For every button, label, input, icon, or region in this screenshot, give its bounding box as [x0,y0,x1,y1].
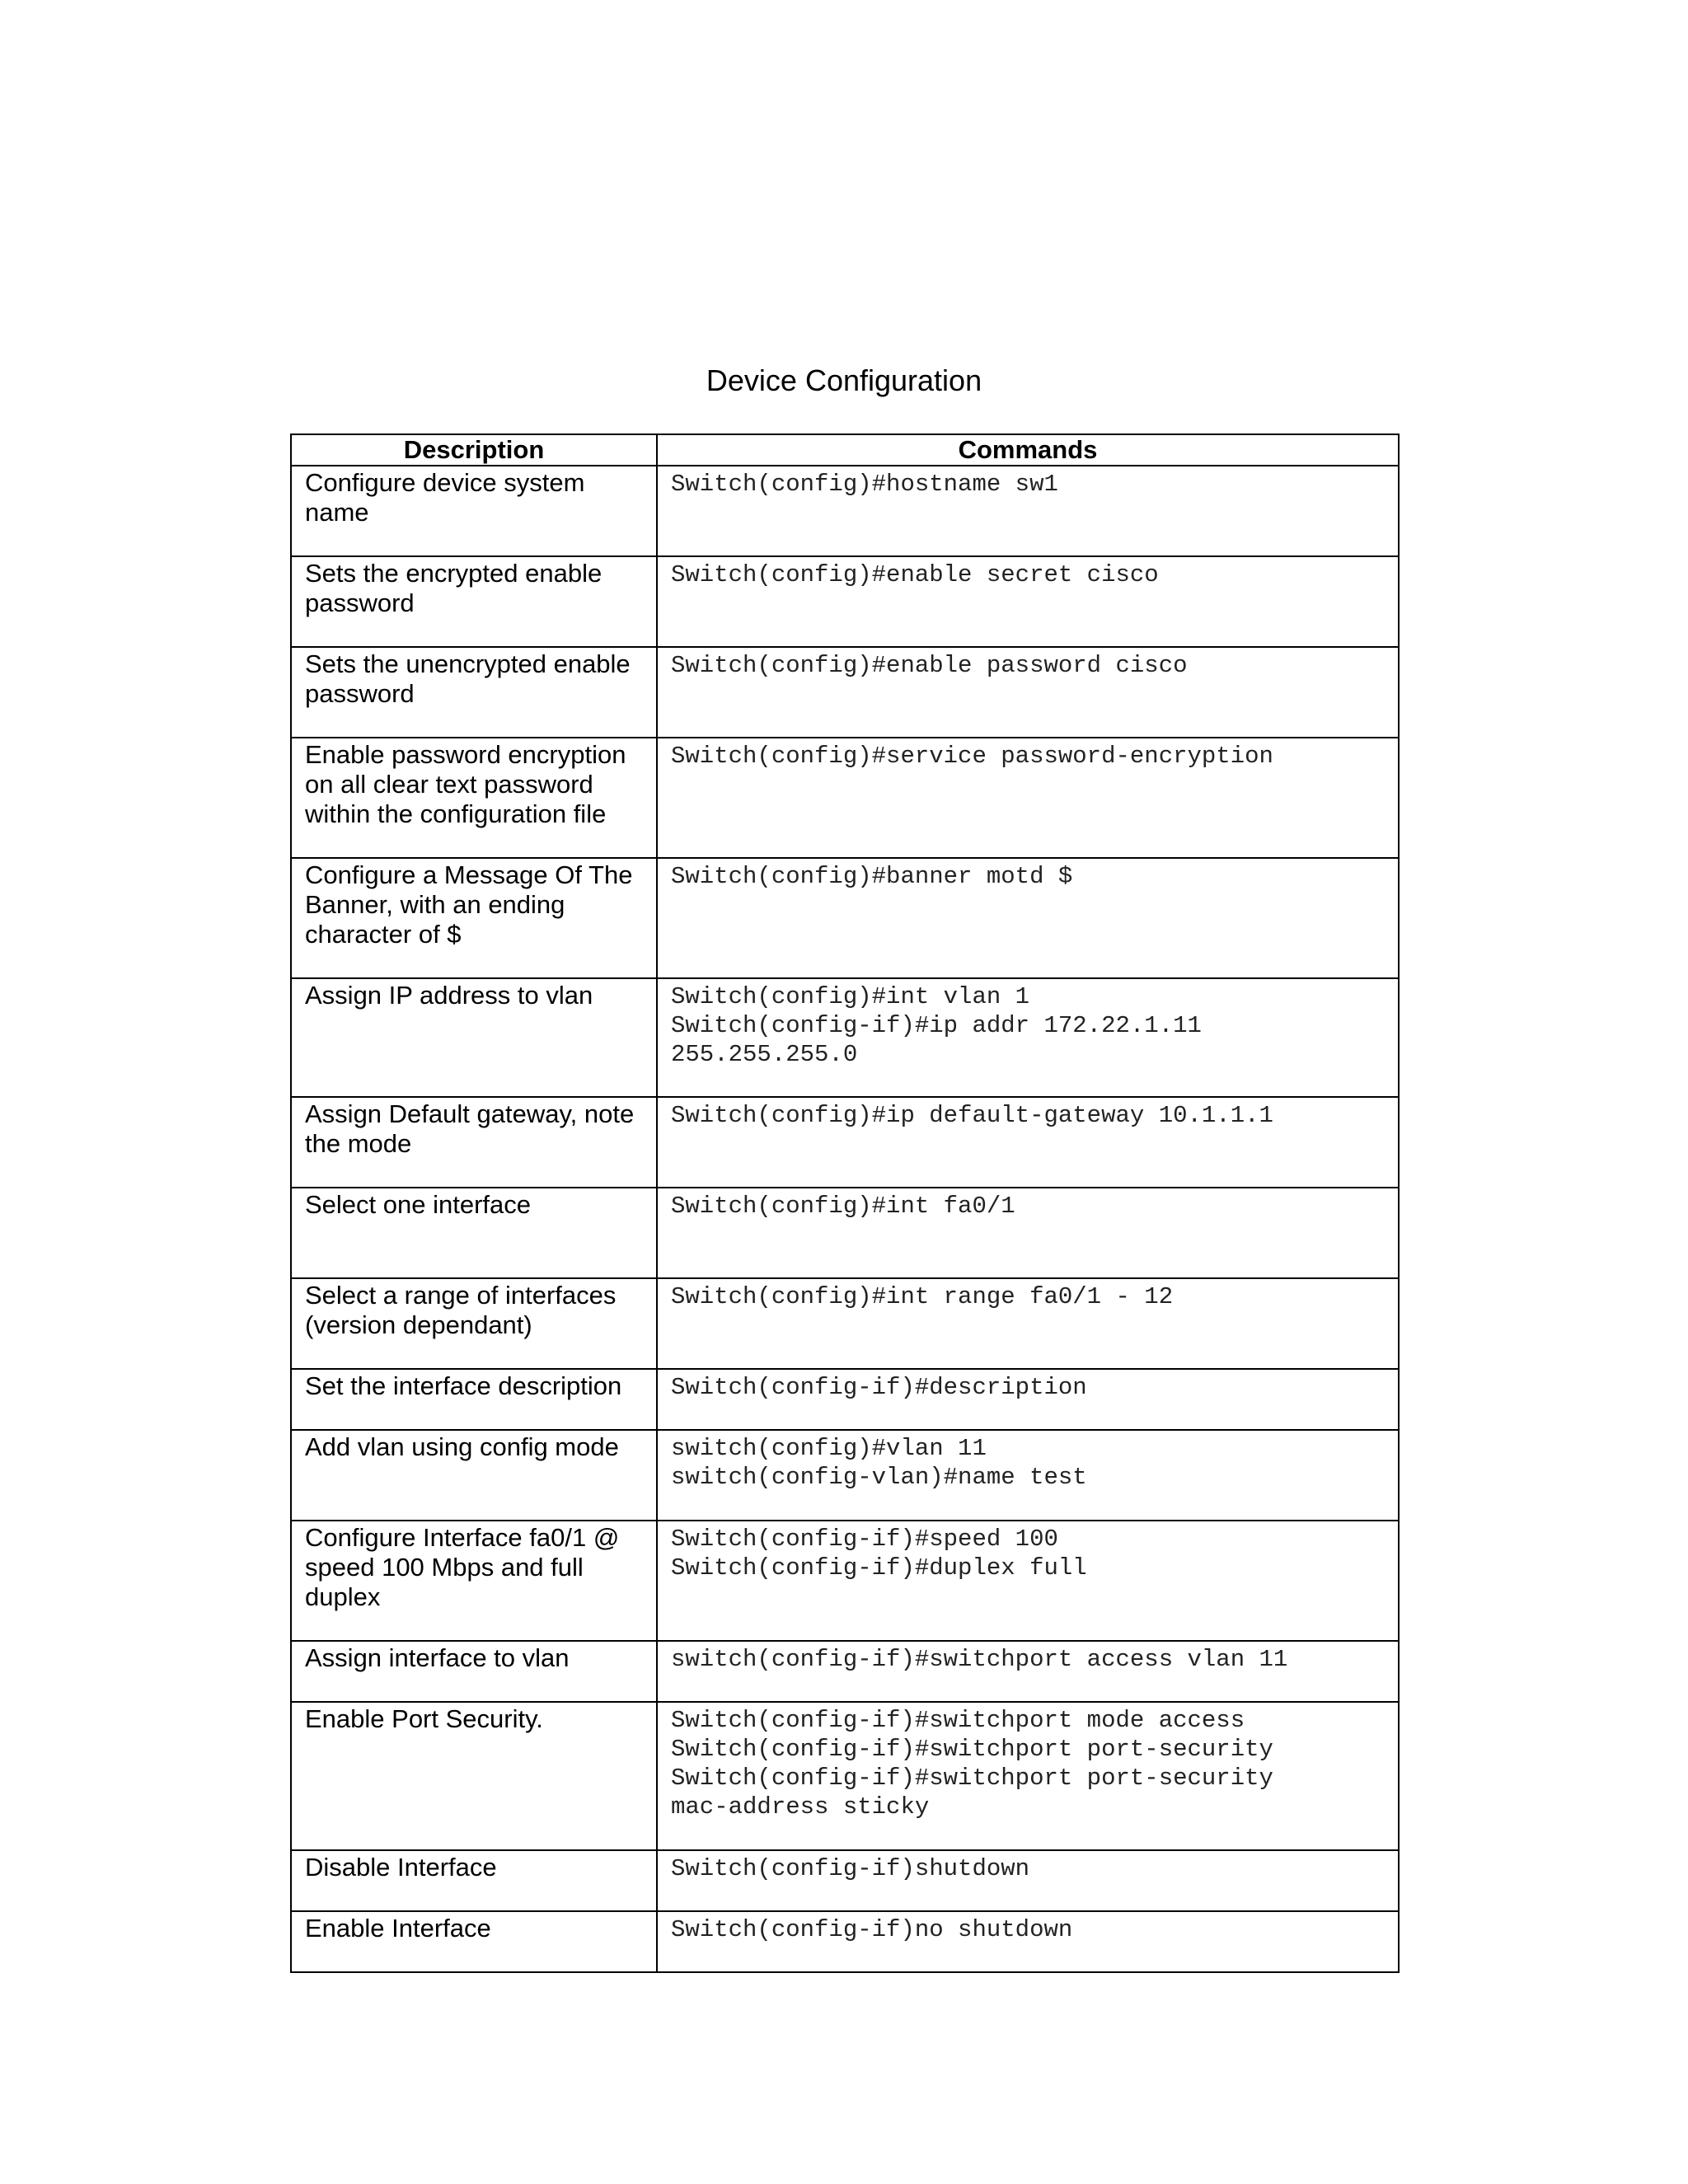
table-row [291,738,1399,858]
row-commands [657,978,1399,1097]
row-commands [657,1097,1399,1188]
row-commands [657,1641,1399,1702]
row-description: Assign IP address to vlan [291,978,657,1097]
command-line: Switch(config-if)#ip addr 172.22.1.11 [671,1012,1202,1039]
row-commands [657,647,1399,738]
table-header-row [291,434,1399,466]
table-row [291,1850,1399,1911]
table-row [291,978,1399,1097]
table-row [291,1702,1399,1850]
command-line: switch(config-vlan)#name test [671,1464,1087,1491]
command-line: Switch(config-if)shutdown [671,1855,1030,1882]
command-line: Switch(config)#enable secret cisco [671,561,1159,588]
row-commands [657,1278,1399,1369]
row-description: Set the interface description [291,1369,657,1430]
table-row [291,466,1399,556]
command-line: Switch(config-if)#speed 100 [671,1526,1058,1553]
row-commands [657,466,1399,556]
row-description: Add vlan using config mode [291,1430,657,1521]
table-row [291,1188,1399,1278]
command-line: Switch(config)#int fa0/1 [671,1193,1015,1220]
header-description: Description [291,434,657,466]
row-commands [657,1188,1399,1278]
command-line: 255.255.255.0 [671,1041,858,1068]
command-line: Switch(config-if)no shutdown [671,1916,1073,1943]
row-commands [657,1369,1399,1430]
table-row [291,1641,1399,1702]
header-commands: Commands [657,434,1399,466]
table-row [291,1097,1399,1188]
row-commands [657,1430,1399,1521]
row-description: Configure Interface fa0/1 @ speed 100 Mbps and full duplex [291,1521,657,1641]
table-row [291,556,1399,647]
row-commands [657,1702,1399,1850]
table-row [291,1278,1399,1369]
table-row [291,647,1399,738]
table-row [291,1521,1399,1641]
command-line: switch(config-if)#switchport access vlan 11 [671,1646,1288,1673]
row-description: Disable Interface [291,1850,657,1911]
command-line: Switch(config)#banner motd $ [671,863,1073,890]
command-line: Switch(config)#enable password cisco [671,652,1188,679]
command-line: switch(config)#vlan 11 [671,1435,987,1462]
command-line: mac-address sticky [671,1793,930,1821]
row-description: Select one interface [291,1188,657,1278]
command-line: Switch(config-if)#switchport mode access [671,1707,1245,1734]
row-description: Assign interface to vlan [291,1641,657,1702]
command-line: Switch(config-if)#description [671,1374,1087,1401]
row-description: Enable password encryption on all clear text password within the configuration file [291,738,657,858]
row-description: Configure device system name [291,466,657,556]
row-description: Assign Default gateway, note the mode [291,1097,657,1188]
table-row [291,1369,1399,1430]
command-line: Switch(config-if)#switchport port-security [671,1736,1273,1763]
command-line: Switch(config-if)#switchport port-security [671,1765,1273,1792]
command-line: Switch(config-if)#duplex full [671,1554,1087,1582]
table-row [291,1911,1399,1972]
command-line: Switch(config)#ip default-gateway 10.1.1.1 [671,1102,1273,1129]
command-line: Switch(config)#service password-encryption [671,743,1273,770]
document-title: Device Configuration [706,363,982,397]
command-line: Switch(config)#int range fa0/1 - 12 [671,1283,1174,1310]
row-description: Enable Interface [291,1911,657,1972]
row-commands [657,1850,1399,1911]
row-description: Select a range of interfaces (version dependant) [291,1278,657,1369]
command-line: Switch(config)#hostname sw1 [671,471,1058,498]
row-commands [657,1521,1399,1641]
row-commands [657,738,1399,858]
table-row [291,858,1399,978]
table-row [291,1430,1399,1521]
row-commands [657,556,1399,647]
row-description: Sets the encrypted enable password [291,556,657,647]
config-table [290,434,1400,1973]
row-description: Configure a Message Of The Banner, with an ending character of $ [291,858,657,978]
table-body [291,466,1399,1972]
row-description: Sets the unencrypted enable password [291,647,657,738]
row-commands [657,858,1399,978]
command-line: Switch(config)#int vlan 1 [671,983,1030,1010]
row-description: Enable Port Security. [291,1702,657,1850]
row-commands [657,1911,1399,1972]
